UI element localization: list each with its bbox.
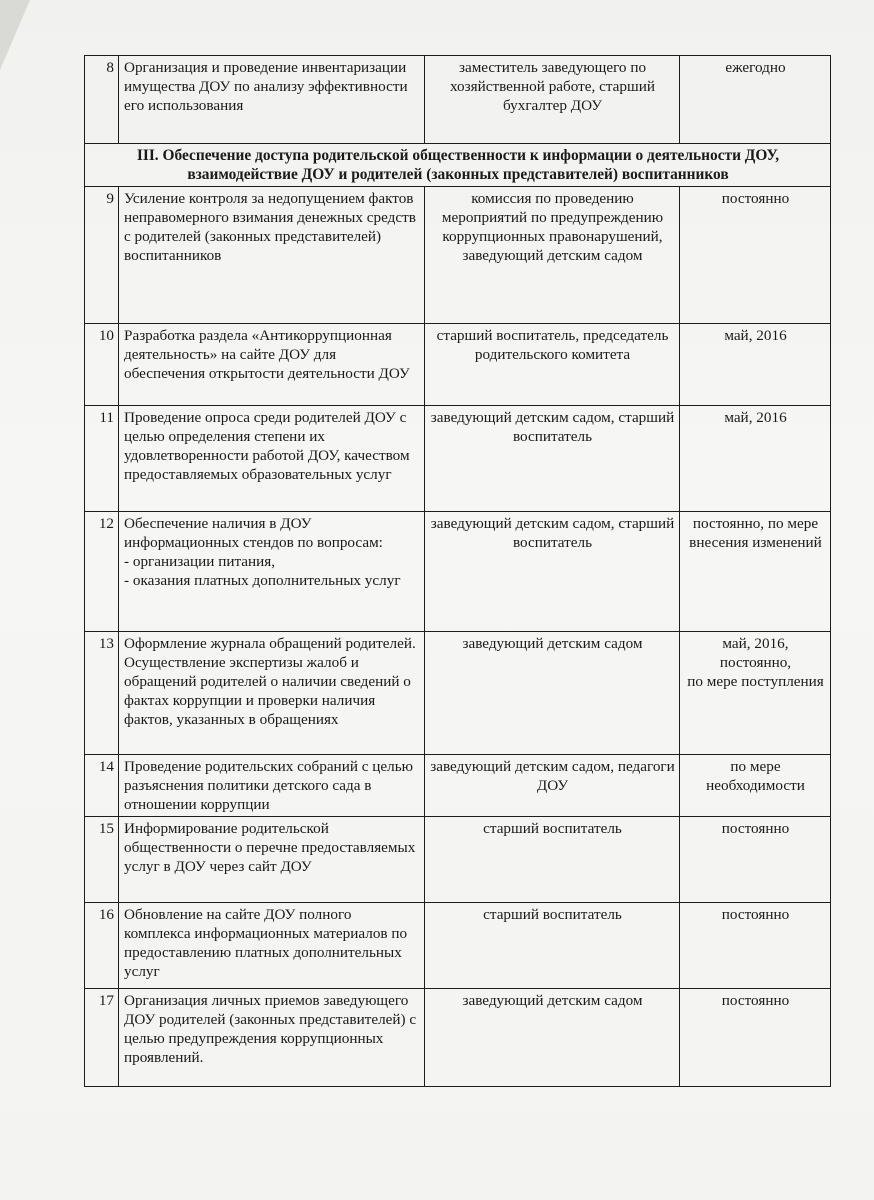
measure-cell: Оформление журнала обращений родителей. Осуществление экспертизы жалоб и обращений родителей о наличии сведений о фактах коррупции и проверки наличия фактов, указанных в обращениях — [119, 632, 425, 755]
responsible-cell: заведующий детским садом — [425, 632, 680, 755]
term-cell: постоянно — [680, 187, 831, 324]
measure-cell: Усиление контроля за недопущением фактов неправомерного взимания денежных средств с родителей (законных представителей) воспитанников — [119, 187, 425, 324]
measure-cell: Информирование родительской общественности о перечне предоставляемых услуг в ДОУ через сайт ДОУ — [119, 817, 425, 903]
responsible-cell: старший воспитатель — [425, 817, 680, 903]
table-row — [85, 56, 831, 144]
table-row — [85, 324, 831, 406]
table-row — [85, 512, 831, 632]
table-row — [85, 817, 831, 903]
row-number: 11 — [85, 406, 119, 512]
row-number: 8 — [85, 56, 119, 144]
responsible-cell: комиссия по проведению мероприятий по предупреждению коррупционных правонарушений, заведующий детским садом — [425, 187, 680, 324]
term-cell: постоянно — [680, 903, 831, 989]
row-number: 9 — [85, 187, 119, 324]
row-number: 16 — [85, 903, 119, 989]
section-row — [85, 144, 831, 187]
row-number: 17 — [85, 989, 119, 1087]
term-cell: ежегодно — [680, 56, 831, 144]
plan-table — [84, 55, 831, 1087]
row-number: 15 — [85, 817, 119, 903]
measure-cell: Проведение опроса среди родителей ДОУ с целью определения степени их удовлетворенности работой ДОУ, качеством предоставляемых образовательных услуг — [119, 406, 425, 512]
term-cell: май, 2016 — [680, 406, 831, 512]
table-row — [85, 903, 831, 989]
row-number: 14 — [85, 755, 119, 817]
responsible-cell: заведующий детским садом, старший воспитатель — [425, 406, 680, 512]
term-cell: май, 2016 — [680, 324, 831, 406]
measure-cell: Проведение родительских собраний с целью разъяснения политики детского сада в отношении коррупции — [119, 755, 425, 817]
responsible-cell: заведующий детским садом, педагоги ДОУ — [425, 755, 680, 817]
table-row — [85, 755, 831, 817]
row-number: 10 — [85, 324, 119, 406]
section-title: III. Обеспечение доступа родительской общественности к информации о деятельности ДОУ, взаимодействие ДОУ и родителей (законных представителей) воспитанников — [85, 144, 831, 187]
row-number: 12 — [85, 512, 119, 632]
term-cell: май, 2016, постоянно, по мере поступления — [680, 632, 831, 755]
table-row — [85, 989, 831, 1087]
responsible-cell: старший воспитатель, председатель родительского комитета — [425, 324, 680, 406]
responsible-cell: заведующий детским садом, старший воспитатель — [425, 512, 680, 632]
measure-cell: Обновление на сайте ДОУ полного комплекса информационных материалов по предоставлению платных дополнительных услуг — [119, 903, 425, 989]
term-cell: постоянно — [680, 817, 831, 903]
measure-cell: Обеспечение наличия в ДОУ информационных стендов по вопросам: - организации питания, - оказания платных дополнительных услуг — [119, 512, 425, 632]
responsible-cell: старший воспитатель — [425, 903, 680, 989]
term-cell: постоянно, по мере внесения изменений — [680, 512, 831, 632]
responsible-cell: заместитель заведующего по хозяйственной работе, старший бухгалтер ДОУ — [425, 56, 680, 144]
term-cell: постоянно — [680, 989, 831, 1087]
responsible-cell: заведующий детским садом — [425, 989, 680, 1087]
table-row — [85, 187, 831, 324]
measure-cell: Организация и проведение инвентаризации имущества ДОУ по анализу эффективности его использования — [119, 56, 425, 144]
measure-cell: Организация личных приемов заведующего ДОУ родителей (законных представителей) с целью предупреждения коррупционных проявлений. — [119, 989, 425, 1087]
table-row — [85, 632, 831, 755]
folded-corner — [0, 0, 30, 70]
measure-cell: Разработка раздела «Антикоррупционная деятельность» на сайте ДОУ для обеспечения открытости деятельности ДОУ — [119, 324, 425, 406]
row-number: 13 — [85, 632, 119, 755]
term-cell: по мере необходимости — [680, 755, 831, 817]
table-row — [85, 406, 831, 512]
